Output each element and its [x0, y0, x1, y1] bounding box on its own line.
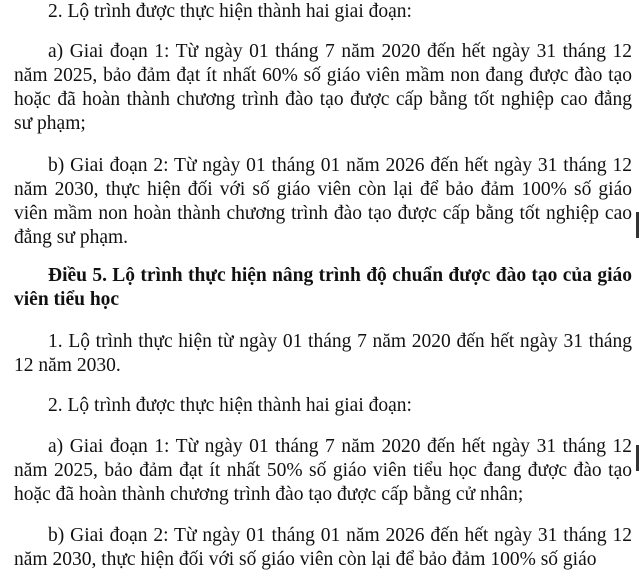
- article-5-heading: Điều 5. Lộ trình thực hiện nâng trình độ chuẩn được đào tạo của giáo viên tiểu học: [14, 265, 632, 310]
- paragraph-phase-intro-preschool: 2. Lộ trình được thực hiện thành hai giai đoạn:: [48, 1, 412, 22]
- paragraph-primary-phase-1: a) Giai đoạn 1: Từ ngày 01 tháng 7 năm 2020 đến hết ngày 31 tháng 12 năm 2025, bảo đảm đạt ít nhất 50% số giáo viên tiểu học đang được đào tạo hoặc đã hoàn thành chương trình đào tạo được cấp bằng cử nhân;: [14, 436, 632, 505]
- paragraph-article-5-clause-1: 1. Lộ trình thực hiện từ ngày 01 tháng 7 năm 2020 đến hết ngày 31 tháng 12 năm 2030.: [14, 331, 632, 376]
- paragraph-preschool-phase-1: a) Giai đoạn 1: Từ ngày 01 tháng 7 năm 2020 đến hết ngày 31 tháng 12 năm 2025, bảo đảm đạt ít nhất 60% số giáo viên mầm non đang được đào tạo hoặc đã hoàn thành chương trình đào tạo được cấp bằng tốt nghiệp cao đẳng sư phạm;: [14, 41, 632, 134]
- paragraph-article-5-clause-2: 2. Lộ trình được thực hiện thành hai giai đoạn:: [48, 395, 412, 416]
- paragraph-primary-phase-2: b) Giai đoạn 2: Từ ngày 01 tháng 01 năm 2026 đến hết ngày 31 tháng 12 năm 2030, thực hiện đối với số giáo viên còn lại để bảo đảm 100% số giáo: [14, 525, 632, 570]
- paragraph-preschool-phase-2: b) Giai đoạn 2: Từ ngày 01 tháng 01 năm 2026 đến hết ngày 31 tháng 12 năm 2030, thực hiện đối với số giáo viên còn lại để bảo đảm 100% số giáo viên mầm non hoàn thành chương trình đào tạo được cấp bằng tốt nghiệp cao đẳng sư phạm.: [14, 155, 632, 248]
